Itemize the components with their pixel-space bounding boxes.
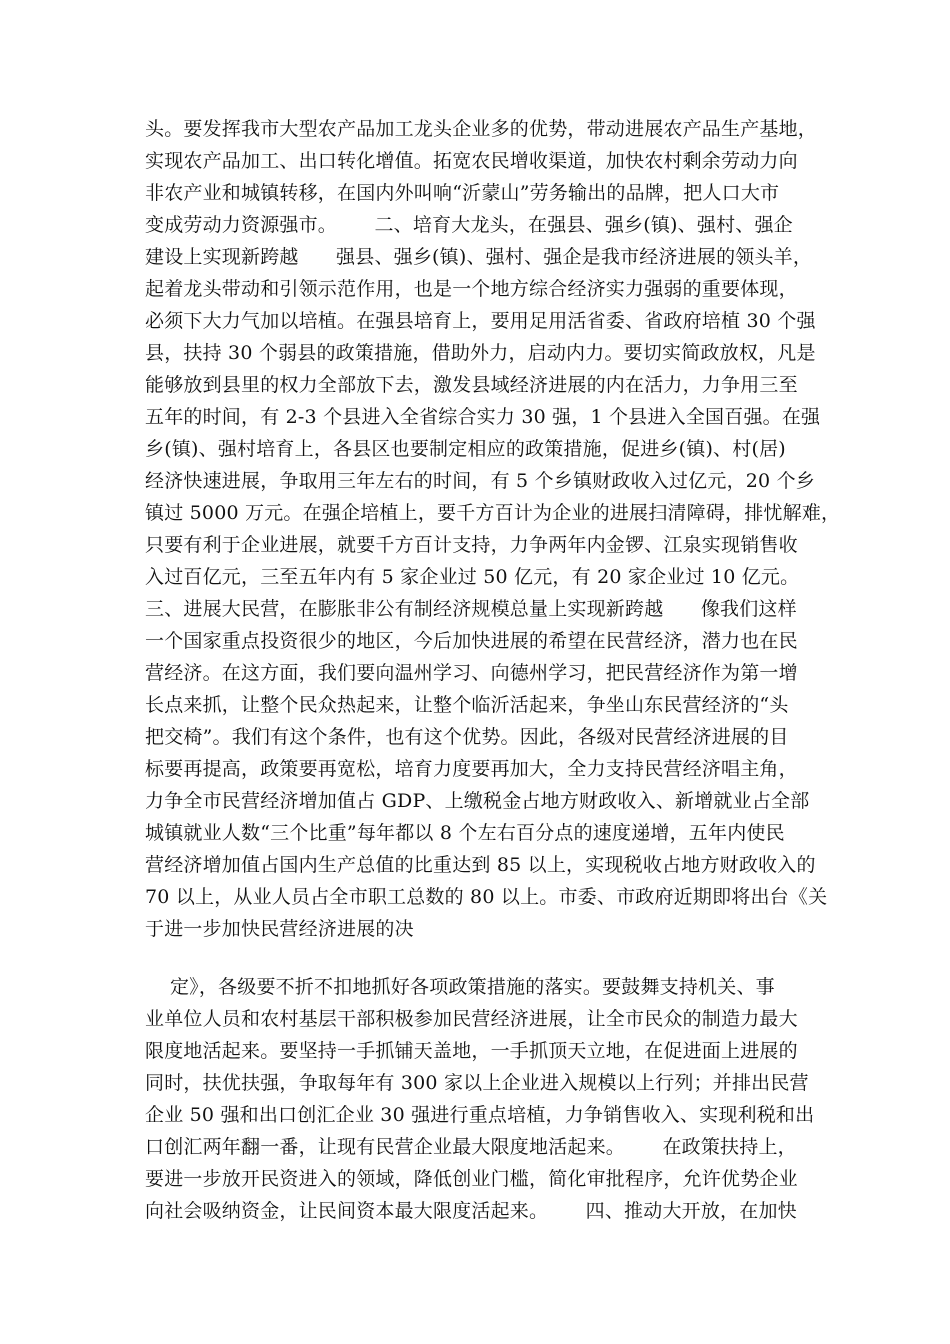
text-line: 城镇就业人数“三个比重”每年都以 8 个左右百分点的速度递增，五年内使民 [145,822,785,844]
text-line: 入过百亿元，三至五年内有 5 家企业过 50 亿元，有 20 家企业过 10 亿元。 [145,566,800,588]
text-line: 头。要发挥我市大型农产品加工龙头企业多的优势，带动进展农产品生产基地， [145,118,818,140]
text-line: 标要再提高，政策要再宽松，培育力度要再加大，全力支持民营经济唱主角， [145,758,798,780]
text-line: 企业 50 强和出口创汇企业 30 强进行重点培植，力争销售收入、实现利税和出 [145,1104,815,1126]
text-line: 向社会吸纳资金，让民间资本最大限度活起来。 四、推动大开放，在加快 [145,1200,797,1222]
text-line: 经济快速进展，争取用三年左右的时间，有 5 个乡镇财政收入过亿元，20 个乡 [145,470,815,492]
text-line: 业单位人员和农村基层干部积极参加民营经济进展，让全市民众的制造力最大 [145,1008,798,1030]
text-line: 起着龙头带动和引领示范作用，也是一个地方综合经济实力强弱的重要体现， [145,278,798,300]
text-line: 乡(镇)、强村培育上，各县区也要制定相应的政策措施，促进乡(镇)、村(居) [145,438,786,460]
text-line: 一个国家重点投资很少的地区，今后加快进展的希望在民营经济，潜力也在民 [145,630,798,652]
text-line: 口创汇两年翻一番，让现有民营企业最大限度地活起来。 在政策扶持上， [145,1136,797,1158]
text-line: 营经济增加值占国内生产总值的比重达到 85 以上，实现税收占地方财政收入的 [145,854,816,876]
text-line: 70 以上，从业人员占全市职工总数的 80 以上。市委、市政府近期即将出台《关 [145,886,828,908]
text-line: 同时，扶优扶强，争取每年有 300 家以上企业进入规模以上行列；并排出民营 [145,1072,809,1094]
text-line: 县，扶持 30 个弱县的政策措施，借助外力，启动内力。要切实简政放权，凡是 [145,342,816,364]
text-line: 变成劳动力资源强市。 二、培育大龙头，在强县、强乡(镇)、强村、强企 [145,214,793,236]
text-line: 建设上实现新跨越 强县、强乡(镇)、强村、强企是我市经济进展的领头羊， [145,246,813,268]
text-line: 营经济。在这方面，我们要向温州学习、向德州学习，把民营经济作为第一增 [145,662,798,684]
text-line: 非农产业和城镇转移，在国内外叫响“沂蒙山”劳务输出的品牌，把人口大市 [145,182,780,204]
text-line: 定》，各级要不折不扣地抓好各项政策措施的落实。要鼓舞支持机关、事 [145,976,775,998]
text-line: 只要有利于企业进展，就要千方百计支持，力争两年内金锣、江泉实现销售收 [145,534,798,556]
text-line: 于进一步加快民营经济进展的决 [145,918,414,940]
text-line: 五年的时间，有 2-3 个县进入全省综合实力 30 强，1 个县进入全国百强。在强 [145,406,821,428]
text-line: 要进一步放开民资进入的领域，降低创业门槛，简化审批程序，允许优势企业 [145,1168,798,1190]
text-line: 能够放到县里的权力全部放下去，激发县域经济进展的内在活力，力争用三至 [145,374,798,396]
text-line: 把交椅”。我们有这个条件，也有这个优势。因此，各级对民营经济进展的目 [145,726,789,748]
text-line: 力争全市民营经济增加值占 GDP、上缴税金占地方财政收入、新增就业占全部 [145,790,810,812]
text-line: 实现农产品加工、出口转化增值。拓宽农民增收渠道，加快农村剩余劳动力向 [145,150,798,172]
text-line: 长点来抓，让整个民众热起来，让整个临沂活起来，争坐山东民营经济的“头 [145,694,789,716]
text-line: 限度地活起来。要坚持一手抓铺天盖地，一手抓顶天立地，在促进面上进展的 [145,1040,798,1062]
text-line: 镇过 5000 万元。在强企培植上，要千方百计为企业的进展扫清障碍，排忧解难， [145,502,841,524]
text-line: 三、进展大民营，在膨胀非公有制经济规模总量上实现新跨越 像我们这样 [145,598,797,620]
text-line: 必须下大力气加以培植。在强县培育上，要用足用活省委、省政府培植 30 个强 [145,310,816,332]
